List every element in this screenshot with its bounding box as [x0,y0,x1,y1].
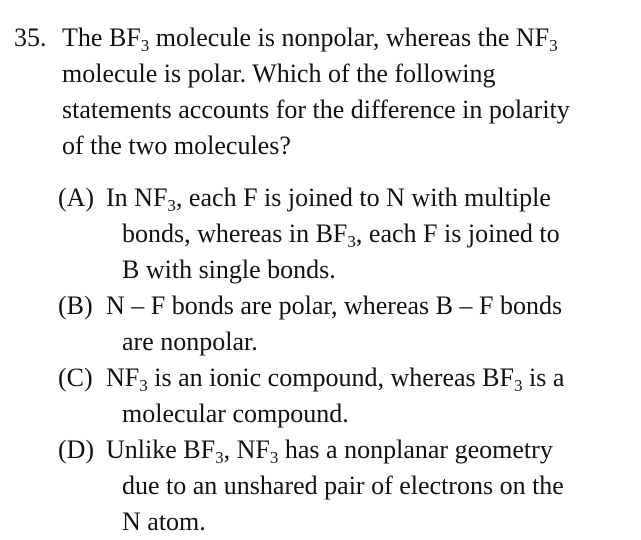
option-c-letter: (C) [58,363,93,392]
option-a-line-1: In $NF_3$, each F is joined to N with multiple [106,183,551,215]
option-d-line-1: Unlike $BF_3$, $NF_3$ has a nonplanar geometry [106,435,553,467]
question-stem-line-3: statements accounts for the difference in polarity [62,95,570,124]
option-a-line-2: bonds, whereas in $BF_3$, each F is joined to [122,219,560,251]
question-stem-line-1: The $BF_3$ molecule is nonpolar, whereas the $NF_3$ [62,23,558,55]
option-a-letter: (A) [58,183,95,212]
option-c-line-2: molecular compound. [122,399,349,428]
option-d-letter: (D) [58,435,95,464]
question-stem-line-2: molecule is polar. Which of the following [62,59,496,88]
option-c-line-1: $NF_3$ is an ionic compound, whereas $BF_3$ is a [106,363,565,395]
option-d-line-3: N atom. [122,507,206,536]
question-stem-line-4: of the two molecules? [62,131,291,160]
question-number: 35. [14,23,47,52]
option-b-line-2: are nonpolar. [122,327,258,356]
option-b-letter: (B) [58,291,93,320]
option-b-line-1: N – F bonds are polar, whereas B – F bonds [106,291,563,320]
option-a-line-3: B with single bonds. [122,255,336,284]
option-d-line-2: due to an unshared pair of electrons on the [122,471,564,500]
